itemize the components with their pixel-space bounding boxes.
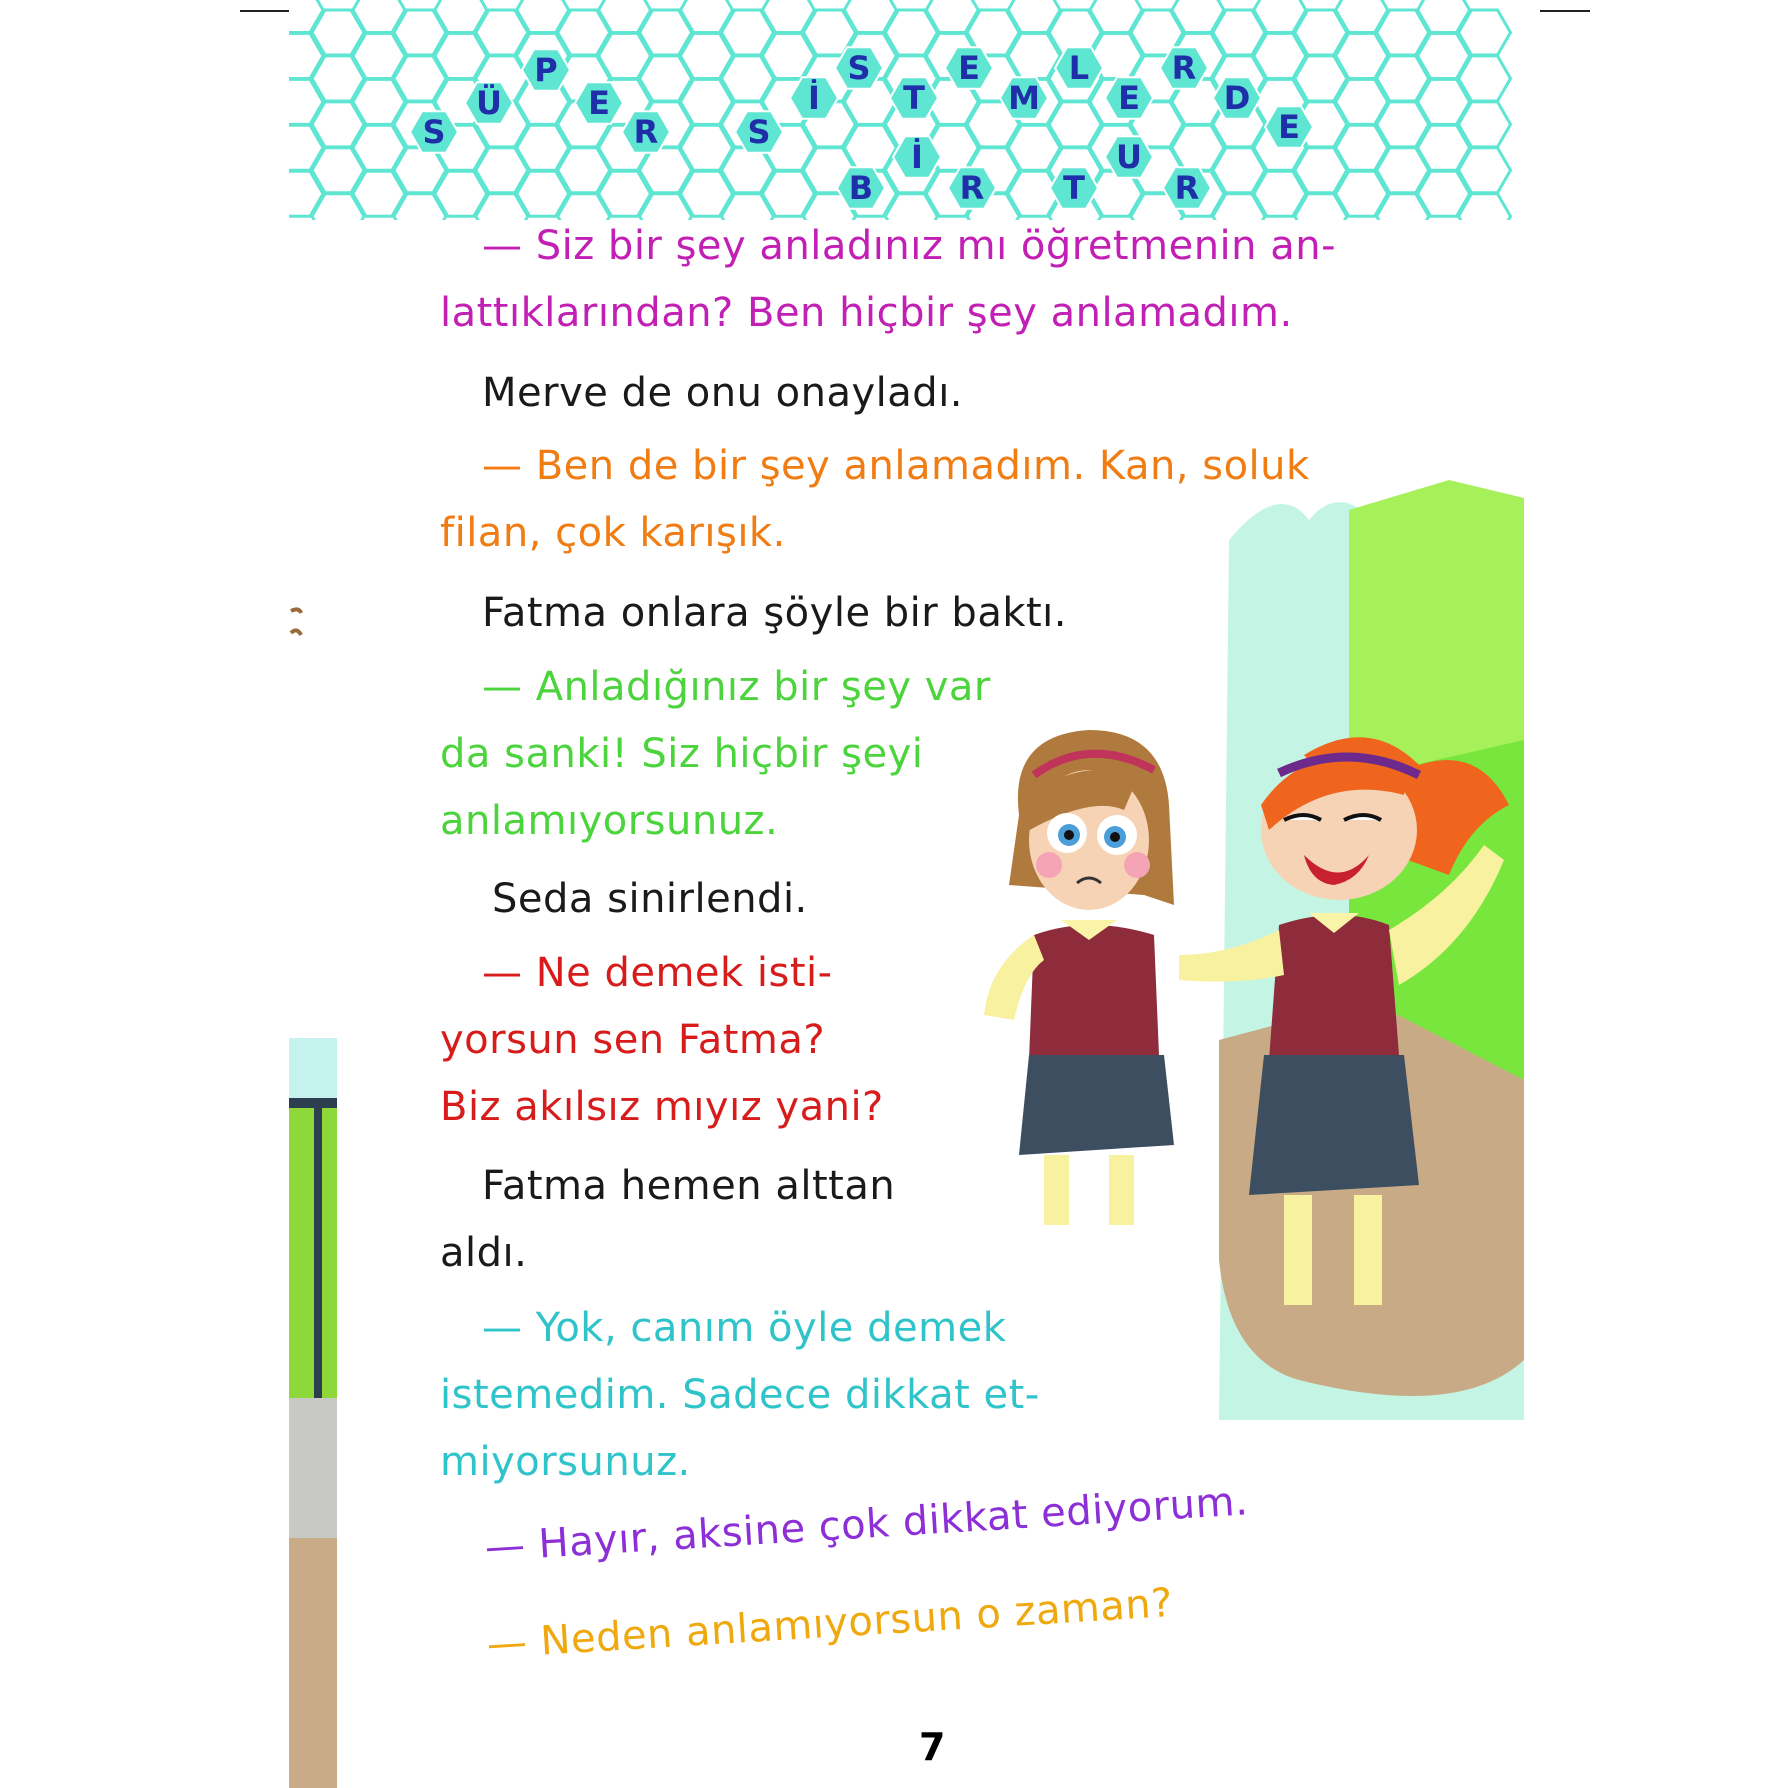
title-letter: S xyxy=(422,113,446,151)
narration-paragraph-4 xyxy=(440,1153,895,1287)
narration-paragraph-3 xyxy=(492,866,808,933)
dialogue-paragraph-7 xyxy=(485,1570,1175,1679)
honeycomb-cell xyxy=(289,0,323,33)
girl-right xyxy=(1179,737,1509,1305)
book-page xyxy=(289,0,1524,1788)
title-letter: E xyxy=(588,84,610,122)
title-letter: U xyxy=(1116,138,1142,176)
page-number: 7 xyxy=(919,1725,946,1769)
title-letter: İ xyxy=(911,138,923,176)
title-letter: E xyxy=(1278,108,1300,146)
crop-mark-right xyxy=(1540,10,1590,12)
title-letter: İ xyxy=(808,79,820,117)
title-letter: S xyxy=(747,113,771,151)
paragraph-2-line-1: — Ben de bir şey anlamadım. Kan, soluk xyxy=(482,443,1310,489)
honeycomb-cell xyxy=(1459,10,1511,55)
girl-left xyxy=(984,730,1174,1225)
honeycomb-cell xyxy=(1459,148,1511,193)
title-letter: S xyxy=(847,49,871,87)
paragraph-4-line-1: — Ne demek isti- xyxy=(482,950,833,996)
paragraph-7-line-1: — Neden anlamıyorsun o zaman? xyxy=(485,1580,1175,1668)
paragraph-4-line-2: yorsun sen Fatma? xyxy=(440,1017,826,1063)
title-letter: Ü xyxy=(476,84,502,122)
title-letter: P xyxy=(534,51,558,89)
narration-paragraph-2 xyxy=(482,580,1067,647)
dialogue-paragraph-5 xyxy=(440,1295,1040,1496)
title-letter: E xyxy=(1118,79,1140,117)
honeycomb-title-banner xyxy=(289,0,1524,220)
facing-page-strip xyxy=(289,1038,337,1788)
paragraph-2-line-2: filan, çok karışık. xyxy=(440,510,786,556)
paragraph-3-line-2: da sanki! Siz hiçbir şeyi xyxy=(440,731,924,777)
paragraph-6-line-1: — Hayır, aksine çok dikkat ediyorum. xyxy=(483,1478,1250,1571)
crop-mark-left xyxy=(240,10,290,12)
dialogue-paragraph-3 xyxy=(440,654,991,855)
dialogue-paragraph-2 xyxy=(440,433,1310,567)
paragraph-1-line-1: — Siz bir şey anladınız mı öğretmenin an- xyxy=(482,223,1337,269)
narration-2-line-1: Fatma onlara şöyle bir baktı. xyxy=(482,590,1068,636)
paragraph-5-line-1: — Yok, canım öyle demek xyxy=(482,1305,1007,1351)
paragraph-3-line-1: — Anladığınız bir şey var xyxy=(482,664,991,710)
dialogue-paragraph-1 xyxy=(440,213,1336,347)
facing-page-fragment xyxy=(289,605,303,641)
honeycomb-cell xyxy=(1459,102,1511,147)
honeycomb-cell xyxy=(1459,56,1511,101)
narration-4-line-2: aldı. xyxy=(440,1230,528,1276)
dialogue-paragraph-4 xyxy=(440,940,884,1141)
title-letter: R xyxy=(959,169,985,207)
title-letter: R xyxy=(633,113,659,151)
paragraph-3-line-3: anlamıyorsunuz. xyxy=(440,798,779,844)
title-letter: E xyxy=(958,49,980,87)
title-letter: M xyxy=(1008,79,1040,117)
paragraph-1-line-2: lattıklarından? Ben hiçbir şey anlamadım. xyxy=(440,290,1293,336)
title-letter: R xyxy=(1171,49,1197,87)
paragraph-5-line-3: miyorsunuz. xyxy=(440,1439,691,1485)
facing-page-illustration xyxy=(289,1038,337,1788)
title-letter: B xyxy=(848,169,874,207)
title-letter: T xyxy=(1063,169,1085,207)
title-letter: T xyxy=(903,79,925,117)
paragraph-5-line-2: istemedim. Sadece dikkat et- xyxy=(440,1372,1040,1418)
title-letter: L xyxy=(1068,49,1090,87)
paragraph-4-line-3: Biz akılsız mıyız yani? xyxy=(440,1084,884,1130)
narration-paragraph-1 xyxy=(482,360,963,427)
title-letter: R xyxy=(1174,169,1200,207)
narration-4-line-1: Fatma hemen alttan xyxy=(482,1163,896,1209)
title-letter: D xyxy=(1223,79,1251,117)
narration-3-line-1: Seda sinirlendi. xyxy=(492,876,808,922)
narration-1-line-1: Merve de onu onayladı. xyxy=(482,370,964,416)
